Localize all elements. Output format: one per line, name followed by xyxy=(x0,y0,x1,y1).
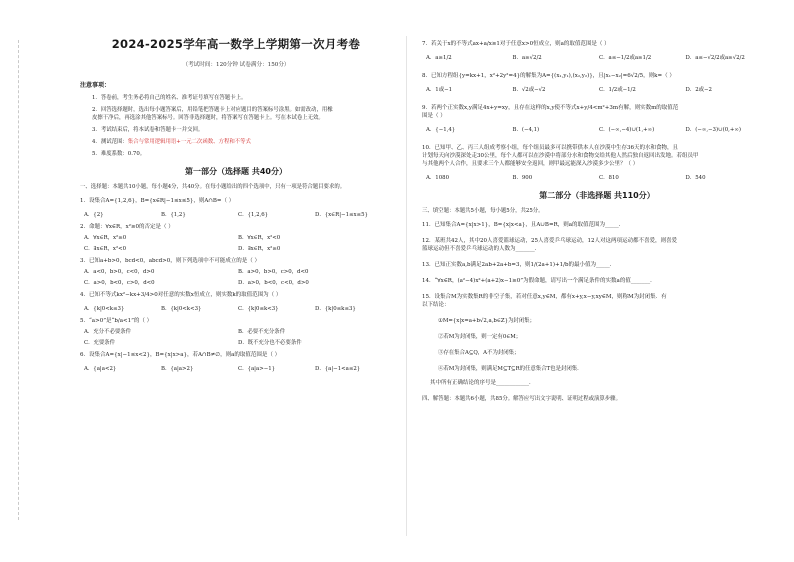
option: C．a≤−1/2或a≥1/2 xyxy=(599,55,652,61)
question-7-options xyxy=(426,54,772,62)
exam-subtitle: （考试时间：120分钟 试卷满分：150分） xyxy=(182,62,290,68)
question-7: 7．若关于x的不等式ax+a/x≥1对于任意x>0恒成立，则a的取值范围是（ ） xyxy=(422,41,610,47)
option: A．∀x∈R，x²≥0 xyxy=(84,235,127,241)
notice-item: 3．考试结束后，将本试卷和答题卡一并交回。 xyxy=(92,127,204,133)
question-10 xyxy=(422,144,772,168)
exam-title: 2024-2025学年高一数学上学期第一次月考卷 xyxy=(111,37,361,51)
question-12-text: 12．某班共42人，其中20人喜爱篮球运动，25人喜爱乒乓球运动，12人对这两项运动都不喜爱，则喜爱 xyxy=(422,238,677,244)
option: B．{1,2} xyxy=(161,212,186,218)
option: C．1/2或−1/2 xyxy=(599,87,636,93)
notice-text: 皮擦干净后，再选涂其他答案标号。回答非选择题时，将答案写在答题卡上。写在本试卷上无效。 xyxy=(92,115,324,121)
option: A．{2} xyxy=(84,212,104,218)
question-9 xyxy=(422,104,772,120)
option: D．既不充分也不必要条件 xyxy=(238,340,302,346)
left-column xyxy=(80,36,392,375)
question-2-options xyxy=(84,234,392,242)
question-15-text: 以下结论： xyxy=(422,302,450,308)
question-15-answer: 其中所有正确结论的序号是____________． xyxy=(430,380,535,386)
option: C．a>0，b<0，c>0，d<0 xyxy=(84,280,155,286)
option: A．{−1,4} xyxy=(426,127,456,133)
part4-intro: 四、解答题：本题共6小题，共85分。解答应写出文字说明、证明过程或演算步骤。 xyxy=(422,396,621,402)
question-1-options xyxy=(84,211,392,219)
question-15-statement: ③存在集合A⊆Q，A不为封闭集； xyxy=(438,350,520,356)
question-15-statement: ②若M为封闭集，则一定有0∈M； xyxy=(438,334,522,340)
option: A．{a|a<2} xyxy=(84,366,117,372)
notice-label: 4．测试范围： xyxy=(92,139,128,145)
question-8: 8．已知方程组{y=kx+1，x²+2y²=4}的解集为A={(x₁,y₁),(x₂,y₂)}，且|x₁−x₂|=6√2/5，则k=（ ） xyxy=(422,73,675,79)
question-9-options xyxy=(426,126,772,134)
question-10-text: 10．已知甲、乙、丙三人组成考察小组，每个组员最多可以携带供本人在沙漠中生存36天的水和食物，且 xyxy=(422,145,679,151)
question-3-options xyxy=(84,268,392,276)
option: D．2或−2 xyxy=(685,87,712,93)
question-9-text: 9．若两个正实数x,y满足4x+y=xy，且存在这样的x,y使不等式x+y/4<m²+3m有解，则实数m的取值范 xyxy=(422,105,679,111)
part1-title: 第一部分（选择题 共40分） xyxy=(185,167,287,176)
question-12 xyxy=(422,237,772,253)
question-15-statement: ①M={x|x=a+b√2,a,b∈Z}为封闭集； xyxy=(438,318,535,324)
binding-margin xyxy=(6,40,19,520)
question-5: 5．“a>0”是“b/a<1”的（ ） xyxy=(80,318,153,324)
question-5-options xyxy=(84,328,392,336)
question-6-options xyxy=(84,365,392,373)
question-2-options xyxy=(84,245,392,253)
option: D．{k|0≤k≤3} xyxy=(315,306,356,312)
notice-heading: 注意事项： xyxy=(80,82,111,89)
option: A．1或−1 xyxy=(426,87,453,93)
option: A．a≥1/2 xyxy=(426,55,452,61)
question-5-options xyxy=(84,339,392,347)
option: C．∃x∈R，x²<0 xyxy=(84,246,127,252)
option: B．√2或−√2 xyxy=(512,87,546,93)
question-11: 11．已知集合A={x|x>1}，B={x|x<a}，且A∪B=R，则a的取值范围为_____． xyxy=(422,222,625,228)
question-13: 13．已知正实数a,b满足2ab+2a+b=3，则1/(2a+1)+1/b的最小值为_____． xyxy=(422,262,616,268)
option: C．充要条件 xyxy=(84,340,116,346)
option: D．{x∈R|−1≤x≤5} xyxy=(315,212,368,218)
option: C．{1,2,6} xyxy=(238,212,269,218)
option: A．充分不必要条件 xyxy=(84,329,132,335)
question-3: 3．已知a+b>0，bcd<0，abcd>0，则下列选项中不可能成立的是（ ） xyxy=(80,258,261,264)
option: A．{k|0<k≤3} xyxy=(84,306,125,312)
part1-intro: 一、选择题：本题共10小题，每小题4分，共40分。在每小题给出的四个选项中，只有一项是符合题目要求的。 xyxy=(80,184,346,190)
question-6: 6．设集合A={x|−1≤x<2}，B={x|x>a}，若A∩B≠∅，则a的取值范围是（ ） xyxy=(80,352,281,358)
option: D．540 xyxy=(685,175,706,181)
option: C．{a|a>−1} xyxy=(238,366,276,372)
option: C．810 xyxy=(599,175,619,181)
option: B．(−4,1) xyxy=(512,127,540,133)
question-15-text: 15．设集合M为实数集R的非空子集，若对任意x,y∈M，都有x+y,x−y,xy∈M，则称M为封闭集．有 xyxy=(422,294,667,300)
option: A．1080 xyxy=(426,175,450,181)
option: D．∃x∈R，x²≥0 xyxy=(238,246,281,252)
option: B．{a|a>2} xyxy=(161,366,194,372)
question-2: 2．命题：∀x∈R，x²≥0的否定是（ ） xyxy=(80,224,174,230)
question-15-statement: ④若M为封闭集，则满足M⊆T⊆R的任意集合T也是封闭集． xyxy=(438,366,583,372)
option: A．a<0，b>0，c<0，d>0 xyxy=(84,269,155,275)
question-15 xyxy=(422,293,772,309)
option: D．a>0，b<0，c<0，d>0 xyxy=(238,280,309,286)
option: B．∀x∈R，x²<0 xyxy=(238,235,281,241)
option: C．{k|0≤k<3} xyxy=(238,306,279,312)
option: B．a≥√2/2 xyxy=(512,55,542,61)
right-column xyxy=(422,36,772,409)
option: D．a≤−√2/2或a≥√2/2 xyxy=(685,55,745,61)
notice-text: 2．回答选择题时，选出每小题答案后，用铅笔把答题卡上对应题目的答案标号涂黑。如需改动，用橡 xyxy=(92,107,333,113)
part2-intro: 三、填空题：本题共5小题，每小题5分，共25分。 xyxy=(422,208,544,214)
question-1: 1．设集合A={1,2,6}，B={x∈R|−1≤x≤5}，则A∩B=（ ） xyxy=(80,198,235,204)
question-3-options xyxy=(84,279,392,287)
option: C．(−∞,−4)∪(1,+∞) xyxy=(599,127,655,133)
option: B．{k|0<k<3} xyxy=(161,306,202,312)
question-14: 14．“∀x∈R，(a²−4)x²+(a+2)x−1≥0”为假命题，请写出一个满足条件的实数a的值_______． xyxy=(422,278,656,284)
question-4: 4．已知不等式kx²−kx+3/4>0对任意的实数x恒成立，则实数k的取值范围为（ ） xyxy=(80,292,282,298)
test-scope: 集合与常用逻辑用语+一元二次函数、方程和不等式 xyxy=(127,139,251,145)
question-10-text: 计划每天向沙漠深处走30公里，每个人都可以在沙漠中将部分水和食物交给其他人然后独自返回出发地。若组员甲 xyxy=(422,153,699,159)
option: B．900 xyxy=(512,175,533,181)
question-10-options xyxy=(426,174,772,182)
notice-item xyxy=(92,106,392,122)
question-4-options xyxy=(84,305,392,313)
question-9-text: 围是（ ） xyxy=(422,113,446,119)
option: B．a>0，b>0，c>0，d<0 xyxy=(238,269,309,275)
part2-title: 第二部分（非选择题 共110分） xyxy=(539,191,655,200)
option: D．(−∞,−3)∪(0,+∞) xyxy=(685,127,741,133)
notice-item: 1．答卷前，考生务必将自己的姓名、准考证号填写在答题卡上。 xyxy=(92,95,247,101)
question-8-options xyxy=(426,86,772,94)
question-10-text: 与其他两个人合作，且要求三个人都能够安全返回，则甲最远能深入沙漠多少公里？（ ） xyxy=(422,161,639,167)
column-divider xyxy=(406,36,407,536)
option: B．必要不充分条件 xyxy=(238,329,286,335)
notice-item: 5．难度系数：0.70。 xyxy=(92,151,146,157)
option: D．{a|−1<a≤2} xyxy=(315,366,361,372)
notice-item xyxy=(92,138,392,146)
question-12-text: 篮球运动但不喜爱乒乓球运动的人数为_______． xyxy=(422,246,541,252)
